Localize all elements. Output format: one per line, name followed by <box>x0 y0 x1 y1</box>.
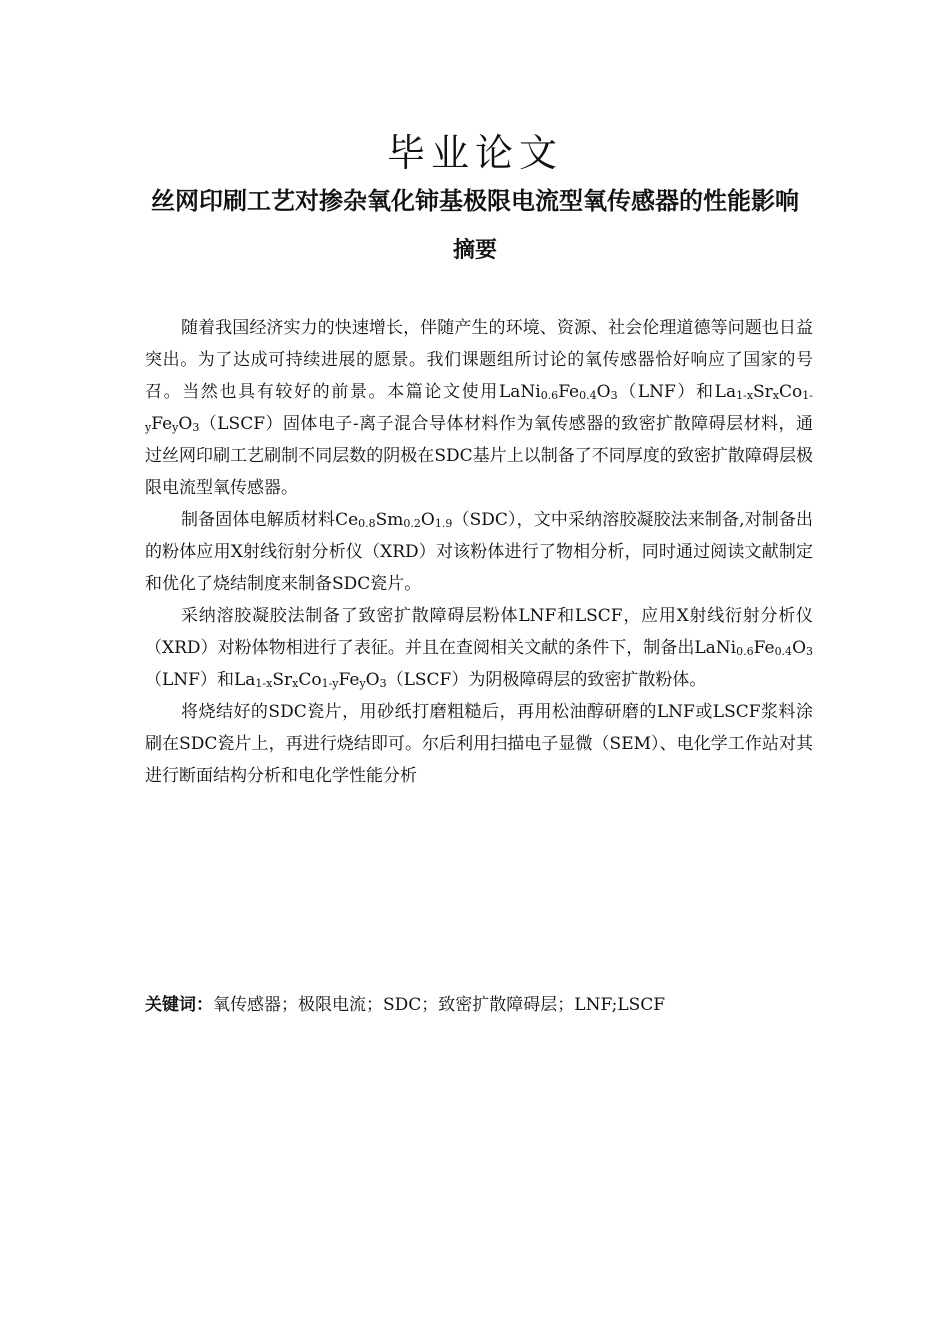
sdc-formula: $Ce_{0.8}Sm_{0.2}O_{1.9}$ <box>335 510 453 530</box>
document-title: 毕业论文 <box>386 131 563 175</box>
abstract-paragraph-4: 将烧结好的SDC瓷片，用砂纸打磨粗糙后，再用松油醇研磨的LNF或LSCF浆料涂刷在SDC瓷片上，再进行烧结即可。尔后利用扫描电子显微（SEM）、电化学工作站对其进行断面结构分析和电化学性能分析 <box>145 702 813 786</box>
paragraph-text: （LNF）和 <box>617 382 715 402</box>
abstract-paragraph-2 <box>145 504 813 600</box>
keywords-label: 关键词： <box>145 995 213 1015</box>
paragraph-text: （LSCF）固体电子-离子混合导体材料作为氧传感器的致密扩散障碍层材料，通过丝网印刷工艺刷制不同层数的阴极在SDC基片上以制备了不同厚度的致密扩散障碍层极限电流型氧传感器。 <box>145 414 813 498</box>
paragraph-text: 随着我国经济实力的快速增长，伴随产生的环境、资源、社会伦理道德等问题也日益突出。为了达成可持续进展的愿景。我们课题组所讨论的氧传感器恰好响应了国家的号召。当然也具有较好的前景。本篇论文使用 <box>145 318 813 402</box>
thesis-title: 丝网印刷工艺对掺杂氧化铈基极限电流型氧传感器的性能影响 <box>151 187 799 215</box>
abstract-paragraph-3 <box>145 600 813 696</box>
paragraph-text: 制备固体电解质材料 <box>181 510 336 530</box>
lscf-formula: $La_{1-x}Sr_xCo_{1-y}Fe_yO_3$ <box>145 382 813 434</box>
lnf-formula: $LaNi_{0.6}Fe_{0.4}O_3$ <box>694 638 813 658</box>
paragraph-text: （SDC），文中采纳溶胶凝胶法来制备,对制备出的粉体应用X射线衍射分析仪（XRD）对该粉体进行了物相分析，同时通过阅读文献制定和优化了烧结制度来制备SDC瓷片。 <box>145 510 814 594</box>
lnf-formula: $LaNi_{0.6}Fe_{0.4}O_3$ <box>498 382 618 402</box>
abstract-body <box>145 312 813 792</box>
lscf-formula: $La_{1-x}Sr_xCo_{1-y}Fe_yO_3$ <box>233 670 387 690</box>
paragraph-text: （LSCF）为阴极障碍层的致密扩散粉体。 <box>386 670 707 690</box>
paragraph-text: （LNF）和 <box>145 670 234 690</box>
abstract-paragraph-1 <box>145 312 813 504</box>
abstract-heading: 摘要 <box>452 238 497 263</box>
keywords-value: 氧传感器；极限电流；SDC；致密扩散障碍层；LNF;LSCF <box>213 995 666 1015</box>
keywords-line <box>145 990 805 1020</box>
paragraph-text: 采纳溶胶凝胶法制备了致密扩散障碍层粉体LNF和LSCF，应用X射线衍射分析仪（XRD）对粉体物相进行了表征。并且在查阅相关文献的条件下，制备出 <box>145 606 813 658</box>
